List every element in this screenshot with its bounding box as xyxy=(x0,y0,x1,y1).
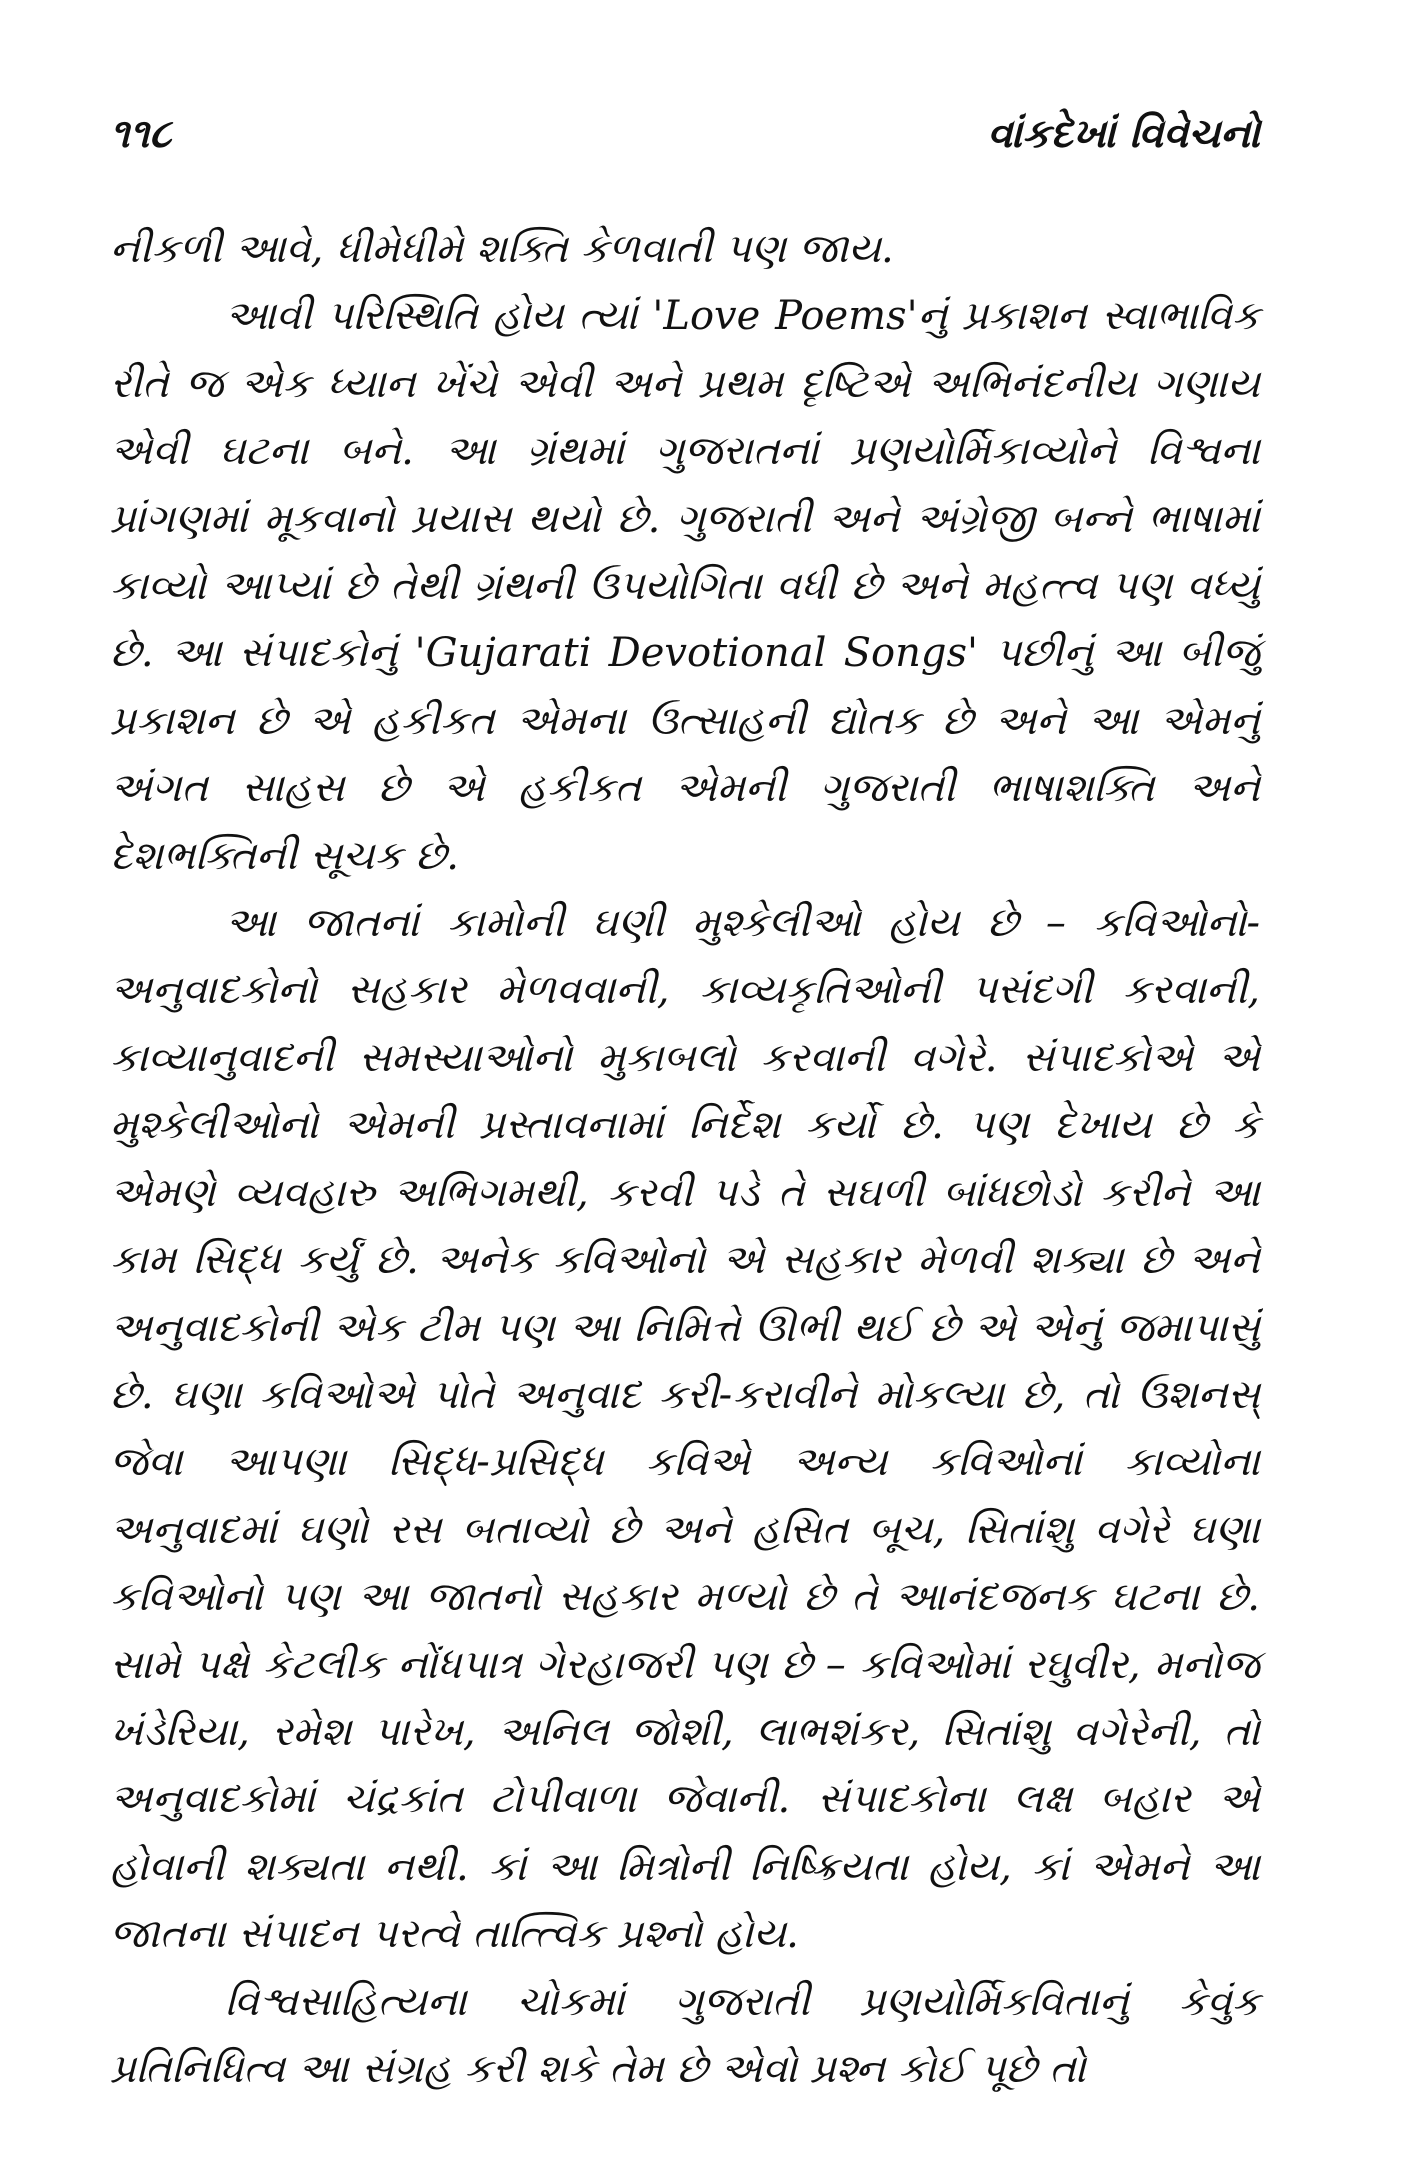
body-text xyxy=(110,216,1260,2103)
page-number: ૧૧૮ xyxy=(110,110,172,157)
running-title: વાંકદેખાં વિવેચનો xyxy=(987,110,1260,157)
paragraph-difficulties: આ જાતનાં કામોની ઘણી મુશ્કેલીઓ હોય છે – કવિઓનો-અનુવાદકોનો સહકાર મેળવવાની, કાવ્યકૃતિઓની પસંદગી કરવાની, કાવ્યાનુવાદની સમસ્યાઓનો મુકાબલો કરવાની વગેરે. સંપાદકોએ એ મુશ્કેલીઓનો એમની પ્રસ્તાવનામાં નિર્દેશ કર્યો છે. પણ દેખાય છે કે એમણે વ્યવહારુ અભિગમથી, કરવી પડે તે સઘળી બાંધછોડો કરીને આ કામ સિદ્ધ કર્યું છે. અનેક કવિઓનો એ સહકાર મેળવી શક્યા છે અને અનુવાદકોની એક ટીમ પણ આ નિમિત્તે ઊભી થઈ છે એ એનું જમાપાસું છે. ઘણા કવિઓએ પોતે અનુવાદ કરી-કરાવીને મોકલ્યા છે, તો ઉશનસ્ જેવા આપણા સિદ્ધ-પ્રસિદ્ધ કવિએ અન્ય કવિઓનાં કાવ્યોના અનુવાદમાં ઘણો રસ બતાવ્યો છે અને હસિત બૂચ, સિતાંશુ વગેરે ઘણા કવિઓનો પણ આ જાતનો સહકાર મળ્યો છે તે આનંદજનક ઘટના છે. સામે પક્ષે કેટલીક નોંધપાત્ર ગેરહાજરી પણ છે – કવિઓમાં રઘુવીર, મનોજ ખંડેરિયા, રમેશ પારેખ, અનિલ જોશી, લાભશંકર, સિતાંશુ વગેરેની, તો અનુવાદકોમાં ચંદ્રકાંત ટોપીવાળા જેવાની. સંપાદકોના લક્ષ બહાર એ હોવાની શક્યતા નથી. કાં આ મિત્રોની નિષ્ક્રિયતા હોય, કાં એમને આ જાતના સંપાદન પરત્વે તાત્ત્વિક પ્રશ્નો હોય. xyxy=(110,900,1260,1958)
paragraph-world-literature: વિશ્વસાહિત્યના ચોકમાં ગુજરાતી પ્રણયોર્મિકવિતાનું કેવુંક પ્રતિનિધિત્વ આ સંગ્રહ કરી શકે તેમ છે એવો પ્રશ્ન કોઈ પૂછે તો xyxy=(110,1978,1260,2092)
book-page xyxy=(110,110,1260,2110)
running-header xyxy=(110,110,1260,180)
paragraph-continuation: નીકળી આવે, ધીમેધીમે શક્તિ કેળવાતી પણ જાય. xyxy=(110,226,894,272)
paragraph-love-poems: આવી પરિસ્થિતિ હોય ત્યાં 'Love Poems'નું પ્રકાશન સ્વાભાવિક રીતે જ એક ધ્યાન ખેંચે એવી અને પ્રથમ દૃષ્ટિએ અભિનંદનીય ગણાય એવી ઘટના બને. આ ગ્રંથમાં ગુજરાતનાં પ્રણયોર્મિકાવ્યોને વિશ્વના પ્રાંગણમાં મૂકવાનો પ્રયાસ થયો છે. ગુજરાતી અને અંગ્રેજી બન્ને ભાષામાં કાવ્યો આપ્યાં છે તેથી ગ્રંથની ઉપયોગિતા વધી છે અને મહત્ત્વ પણ વધ્યું છે. આ સંપાદકોનું 'Gujarati Devotional Songs' પછીનું આ બીજું પ્રકાશન છે એ હકીકત એમના ઉત્સાહની દ્યોતક છે અને આ એમનું અંગત સાહસ છે એ હકીકત એમની ગુજરાતી ભાષાશક્તિ અને દેશભક્તિની સૂચક છે. xyxy=(110,293,1260,879)
